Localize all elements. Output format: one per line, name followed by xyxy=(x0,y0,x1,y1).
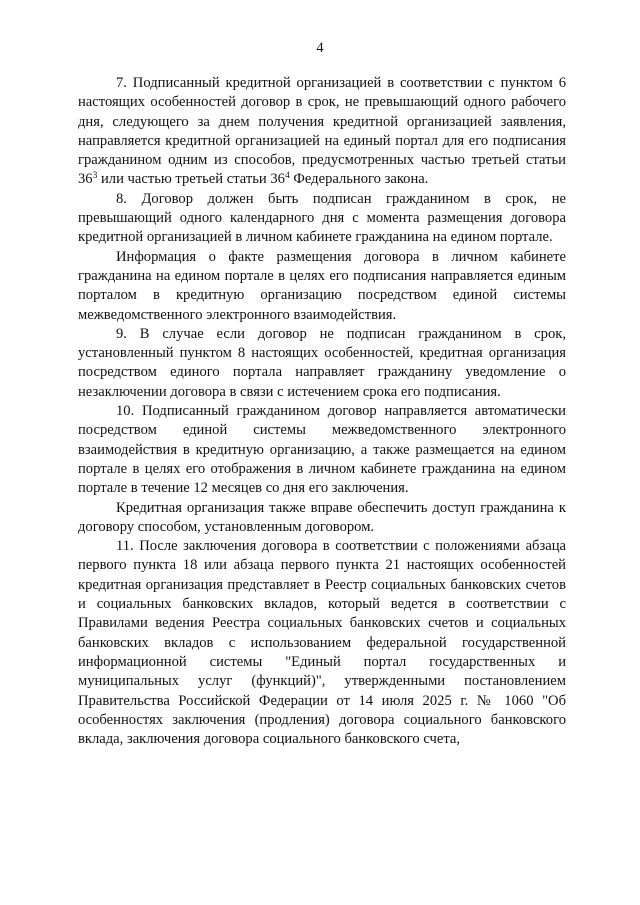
paragraph-8-info: Информация о факте размещения договора в личном кабинете гражданина на едином портале в целях его подписания направляется единым порталом в кредитную организацию посредством единой системы межведомственного электронного взаимодействия. xyxy=(78,248,566,323)
paragraph-7-middle: или частью третьей статьи 36 xyxy=(97,171,285,188)
paragraph-7 xyxy=(78,74,566,190)
paragraph-10-access: Кредитная организация также вправе обеспечить доступ гражданина к договору способом, установленным договором. xyxy=(78,499,566,535)
document-body xyxy=(78,74,566,749)
paragraph-9: 9. В случае если договор не подписан гражданином в срок, установленный пунктом 8 настоящих особенностей, кредитная организация посредством единого портала направляет гражданину уведомление о незаключении договора в связи с истечением срока его подписания. xyxy=(78,325,566,400)
paragraph-10: 10. Подписанный гражданином договор направляется автоматически посредством единой системы межведомственного электронного взаимодействия в кредитную организацию, а также размещается на едином портале в целях его отображения в личном кабинете гражданина на едином портале в течение 12 месяцев со дня его заключения. xyxy=(78,403,566,497)
paragraph-11: 11. После заключения договора в соответствии с положениями абзаца первого пункта 18 или абзаца первого пункта 21 настоящих особенностей кредитная организация представляет в Реестр социальных банковских счетов и социальных банковских вкладов, который ведется в соответствии с Правилами ведения Реестра социальных банковских счетов и социальных банковских вкладов с использованием федеральной государственной информационной системы "Единый портал государственных и муниципальных услуг (функций)", утвержденными постановлением Правительства Российской Федерации от 14 июля 2025 г. № 1060 "Об особенностях заключения (продления) договора социального банковского вклада, заключения договора социального банковского счета, xyxy=(78,538,566,748)
paragraph-7-text: 7. Подписанный кредитной организацией в соответствии с пунктом 6 настоящих особенностей договор в срок, не превышающий одного рабочего дня, следующего за днем получения кредитной организацией заявления, направляется кредитной организацией на единый портал для его подписания гражданином одним из способов, предусмотренных частью третьей статьи 36 xyxy=(78,75,566,188)
paragraph-8: 8. Договор должен быть подписан гражданином в срок, не превышающий одного календарного дня с момента размещения договора кредитной организацией в личном кабинете гражданина на едином портале. xyxy=(78,190,566,246)
paragraph-7-end: Федерального закона. xyxy=(289,171,429,188)
superscript-3: 3 xyxy=(92,171,98,182)
superscript-4: 4 xyxy=(284,171,290,182)
page-number: 4 xyxy=(316,40,324,56)
